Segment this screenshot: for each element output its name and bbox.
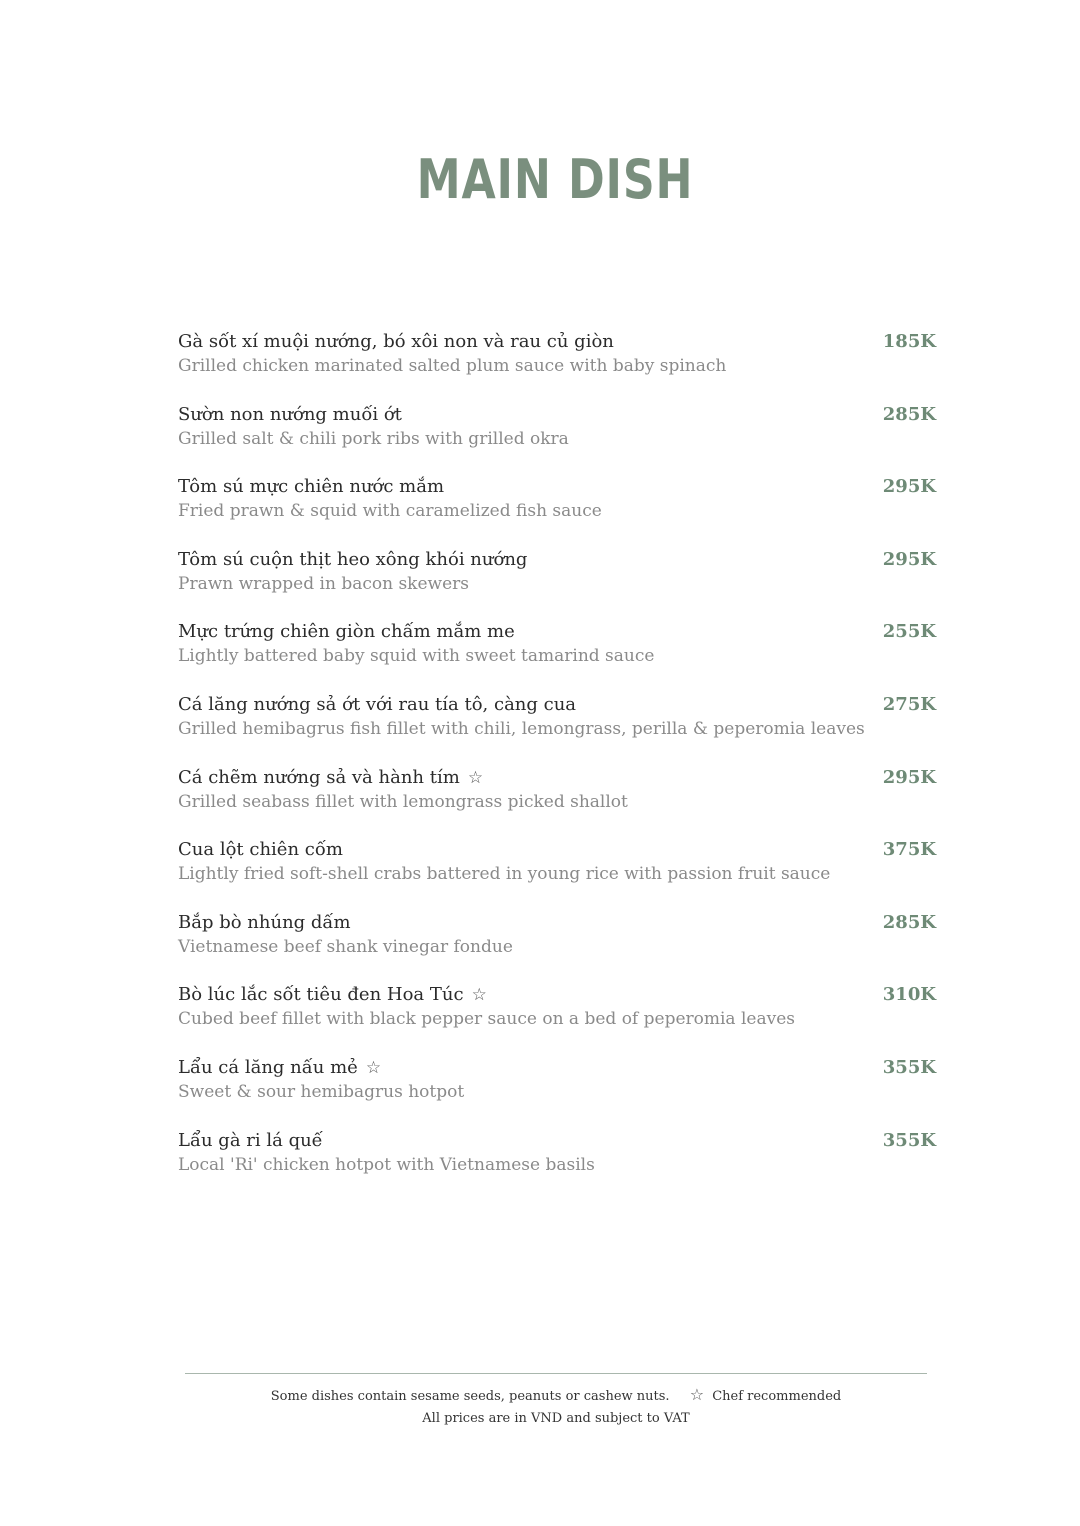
dish-price: 295K [882,476,936,498]
menu-item [178,1056,936,1129]
star-icon: ☆ [471,985,487,1006]
dish-description: Grilled seabass fillet with lemongrass picked shallot [178,791,628,812]
dish-name-text: Tôm sú mực chiên nước mắm [178,476,445,498]
dish-name-text: Sườn non nướng muối ớt [178,403,402,425]
menu-item [178,838,936,911]
dish-name-text: Tôm sú cuộn thịt heo xông khói nướng [178,548,528,570]
dish-name [178,911,936,935]
dish-price: 255K [882,621,936,643]
dish-name [178,403,936,427]
chef-recommended-label: Chef recommended [712,1389,842,1404]
dish-name [178,475,936,499]
menu-item [178,403,936,476]
dish-name [178,330,936,354]
menu-list [178,330,936,1201]
menu-item [178,766,936,839]
dish-name-text: Gà sốt xí muội nướng, bó xôi non và rau củ giòn [178,331,614,352]
dish-description: Cubed beef fillet with black pepper sauce on a bed of peperomia leaves [178,1009,795,1030]
menu-item [178,330,936,403]
footer-notes [0,1385,1080,1407]
dish-price: 375K [882,839,936,861]
star-icon: ☆ [365,1057,382,1078]
dish-name-text: Mực trứng chiên giòn chấm mắm me [178,621,515,643]
menu-item [178,1129,936,1202]
dish-name-text: Lẩu cá lăng nấu mẻ [178,1056,358,1078]
dish-description: Fried prawn & squid with caramelized fish sauce [178,501,602,522]
dish-description: Lightly fried soft-shell crabs battered in young rice with passion fruit sauce [178,864,831,885]
dish-description: Grilled chicken marinated salted plum sauce with baby spinach [178,356,727,376]
dish-name-text: Cá chẽm nướng sả và hành tím [178,766,460,788]
dish-name-text: Cá lăng nướng sả ớt với rau tía tô, càng cua [178,693,577,715]
dish-price: 355K [882,1056,936,1078]
menu-item [178,983,936,1056]
dish-price: 295K [882,548,936,570]
dish-name [178,983,936,1007]
dish-description: Local 'Ri' chicken hotpot with Vietnamese basils [178,1154,595,1175]
price-note: All prices are in VND and subject to VAT [422,1411,690,1426]
dish-price: 295K [882,766,936,788]
dish-name [178,838,936,862]
star-icon: ☆ [467,767,484,788]
dish-name [178,548,936,572]
dish-name-text: Bò lúc lắc sốt tiêu đen Hoa Túc [178,984,464,1006]
menu-item [178,548,936,621]
dish-description: Lightly battered baby squid with sweet tamarind sauce [178,646,655,667]
star-icon: ☆ [689,1385,705,1404]
dish-description: Prawn wrapped in bacon skewers [178,573,469,594]
dish-name [178,693,936,717]
allergen-note: Some dishes contain sesame seeds, peanuts or cashew nuts. [270,1389,670,1404]
dish-price: 285K [882,403,936,425]
dish-description: Sweet & sour hemibagrus hotpot [178,1081,465,1102]
dish-name-text: Lẩu gà ri lá quế [178,1129,323,1151]
menu-item [178,693,936,766]
dish-name-text: Cua lột chiên cốm [178,839,343,861]
dish-description: Grilled salt & chili pork ribs with grilled okra [178,428,569,449]
dish-description: Grilled hemibagrus fish fillet with chili, lemongrass, perilla & peperomia leaves [178,718,865,739]
menu-item [178,620,936,693]
dish-name [178,1056,936,1080]
menu-item [178,475,936,548]
footer-divider [185,1373,927,1374]
dish-name-text: Bắp bò nhúng dấm [178,911,351,933]
dish-price: 355K [882,1129,936,1151]
dish-price: 275K [882,693,936,715]
dish-price: 185K [882,331,936,352]
dish-price: 285K [882,911,936,933]
page-title: MAIN DISH [416,148,694,212]
menu-item [178,911,936,984]
dish-name [178,620,936,644]
dish-name [178,766,936,790]
dish-price: 310K [882,984,936,1006]
dish-name [178,1129,936,1153]
dish-description: Vietnamese beef shank vinegar fondue [178,936,513,957]
